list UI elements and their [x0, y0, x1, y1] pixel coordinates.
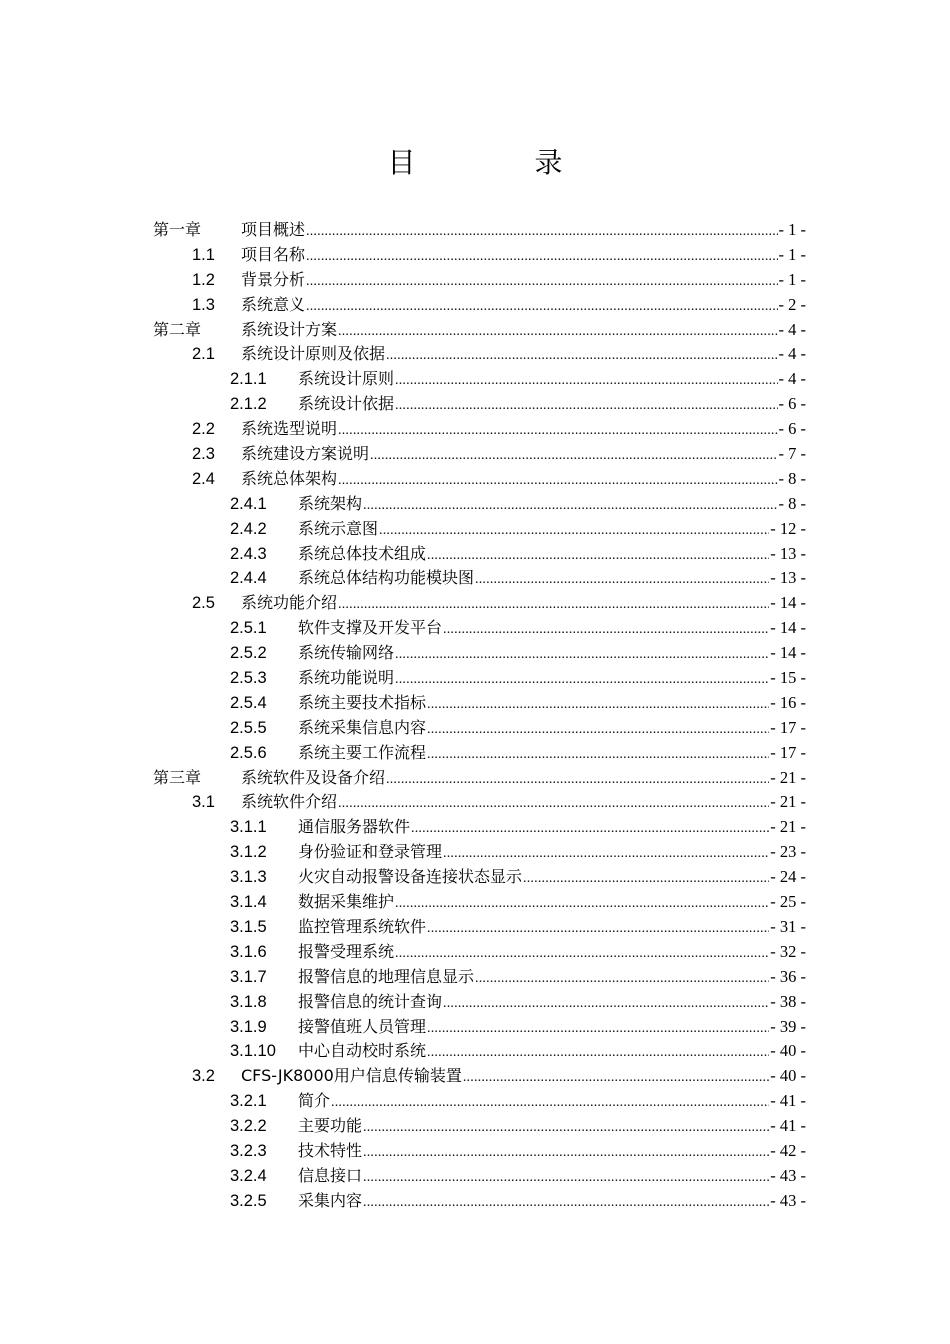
toc-entry-title: 技术特性: [298, 1140, 363, 1160]
toc-entry-page: - 14 -: [770, 618, 806, 638]
toc-entry-number: 2.4.3: [230, 544, 267, 563]
toc-entry-line: [241, 417, 806, 444]
toc-entry-line: [298, 865, 806, 892]
toc-entry-line: [241, 591, 806, 618]
toc-entry-number: 2.5.4: [230, 693, 267, 712]
toc-entry-page: - 1 -: [778, 269, 806, 289]
toc-entry-number: 3.1.1: [230, 818, 267, 837]
toc-entry-number: 2.2: [192, 420, 215, 439]
toc-entry[interactable]: [0, 492, 950, 517]
toc-entry-title: 系统总体技术组成: [298, 543, 427, 563]
toc-entry-title: 简介: [298, 1091, 331, 1111]
toc-entry-page: - 15 -: [770, 668, 806, 688]
toc-entry-title: 系统示意图: [298, 518, 379, 538]
dot-leader: [331, 1091, 769, 1116]
toc-entry-line: [241, 293, 806, 320]
toc-entry-page: - 39 -: [770, 1016, 806, 1036]
toc-entry[interactable]: [0, 367, 950, 392]
dot-leader: [427, 693, 769, 718]
toc-entry-title: 系统架构: [298, 493, 363, 513]
toc-entry-number: 3.2.2: [230, 1117, 267, 1136]
toc-entry[interactable]: [0, 766, 950, 791]
dot-leader: [475, 568, 769, 593]
toc-entry-line: [298, 1114, 806, 1141]
toc-entry-number: 3.1.3: [230, 868, 267, 887]
dot-leader: [395, 643, 769, 668]
toc-entry-page: - 36 -: [770, 966, 806, 986]
toc-entry-number: 3.1.9: [230, 1017, 267, 1036]
toc-entry-line: [298, 716, 806, 743]
toc-entry-title: 系统总体架构: [241, 468, 338, 488]
toc-entry-number: 3.1.10: [230, 1042, 276, 1061]
toc-entry-title: 接警值班人员管理: [298, 1016, 427, 1036]
toc-entry-line: [298, 990, 806, 1017]
toc-entry-line: [298, 542, 806, 569]
toc-entry-page: - 16 -: [770, 692, 806, 712]
toc-entry[interactable]: [0, 890, 950, 915]
toc-entry[interactable]: [0, 318, 950, 343]
toc-entry-page: - 24 -: [770, 867, 806, 887]
toc-entry[interactable]: [0, 641, 950, 666]
toc-entry-title: 系统传输网络: [298, 643, 395, 663]
toc-entry[interactable]: [0, 517, 950, 542]
toc-entry-number: 2.5.6: [230, 743, 267, 762]
toc-entry-number: 2.4: [192, 469, 215, 488]
toc-entry[interactable]: [0, 1139, 950, 1164]
toc-entry-page: - 21 -: [770, 767, 806, 787]
toc-entry-number: 2.5.2: [230, 644, 267, 663]
toc-entry-number: 3.1.4: [230, 893, 267, 912]
dot-leader: [427, 718, 769, 743]
toc-entry-number: 第一章: [153, 220, 202, 239]
toc-entry-title: 报警受理系统: [298, 941, 395, 961]
toc-entry[interactable]: [0, 716, 950, 741]
toc-entry-page: - 8 -: [778, 468, 806, 488]
toc-entry-line: [241, 342, 806, 369]
toc-entry-number: 3.1.7: [230, 967, 267, 986]
toc-entry-title: 背景分析: [241, 269, 306, 289]
toc-entry-page: - 43 -: [770, 1190, 806, 1210]
dot-leader: [306, 270, 777, 295]
toc-entry-line: [298, 566, 806, 593]
dot-leader: [395, 668, 769, 693]
toc-entry-line: [298, 1089, 806, 1116]
dot-leader: [443, 618, 769, 643]
dot-leader: [386, 344, 777, 369]
toc-entry-page: - 14 -: [770, 643, 806, 663]
toc-entry-line: [298, 517, 806, 544]
dot-leader: [363, 494, 777, 519]
toc-entry-title: 主要功能: [298, 1116, 363, 1136]
toc-entry[interactable]: [0, 1089, 950, 1114]
toc-entry-number: 2.5: [192, 594, 215, 613]
toc-entry-line: [241, 268, 806, 295]
toc-entry-number: 1.1: [192, 245, 215, 264]
toc-entry-number: 3.2.3: [230, 1141, 267, 1160]
toc-entry-line: [241, 318, 806, 345]
dot-leader: [379, 519, 769, 544]
toc-entry[interactable]: [0, 915, 950, 940]
toc-entry-page: - 31 -: [770, 916, 806, 936]
toc-entry[interactable]: [0, 467, 950, 492]
toc-entry[interactable]: [0, 940, 950, 965]
toc-entry-number: 2.1.1: [230, 370, 267, 389]
toc-entry[interactable]: [0, 790, 950, 815]
toc-entry[interactable]: [0, 293, 950, 318]
toc-entry-number: 3.1: [192, 793, 215, 812]
toc-entry-line: [298, 1164, 806, 1191]
toc-entry-number: 3.2.4: [230, 1166, 267, 1185]
toc-entry-page: - 41 -: [770, 1116, 806, 1136]
toc-entry-title: 报警信息的地理信息显示: [298, 966, 475, 986]
dot-leader: [338, 792, 769, 817]
toc-entry-title: 身份验证和登录管理: [298, 842, 443, 862]
toc-entry-number: 2.5.1: [230, 619, 267, 638]
toc-entry-page: - 4 -: [778, 319, 806, 339]
dot-leader: [427, 1017, 769, 1042]
toc-entry-page: - 8 -: [778, 493, 806, 513]
toc-entry-title: 系统设计原则: [298, 369, 395, 389]
toc-entry[interactable]: [0, 591, 950, 616]
toc-entry[interactable]: [0, 243, 950, 268]
dot-leader: [427, 917, 769, 942]
toc-entry-number: 3.1.5: [230, 917, 267, 936]
toc-entry-title: 系统建设方案说明: [241, 444, 370, 464]
toc-entry-line: [298, 1015, 806, 1042]
toc-entry[interactable]: [0, 840, 950, 865]
toc-entry-page: - 21 -: [770, 817, 806, 837]
toc-entry-page: - 21 -: [770, 792, 806, 812]
toc-entry-page: - 14 -: [770, 593, 806, 613]
toc-entry[interactable]: [0, 865, 950, 890]
toc-entry-number: 第二章: [153, 319, 202, 339]
toc-entry[interactable]: [0, 342, 950, 367]
toc-entry-page: - 41 -: [770, 1091, 806, 1111]
toc-entry[interactable]: [0, 268, 950, 293]
dot-leader: [370, 444, 777, 469]
toc-entry-page: - 17 -: [770, 717, 806, 737]
toc-entry-line: [241, 442, 806, 469]
toc-entry-title: 系统软件及设备介绍: [241, 767, 386, 787]
toc-entry-title: 系统主要技术指标: [298, 692, 427, 712]
toc-entry[interactable]: [0, 442, 950, 467]
toc-entry[interactable]: [0, 566, 950, 591]
toc-entry[interactable]: [0, 417, 950, 442]
toc-entry-page: - 2 -: [778, 294, 806, 314]
toc-entry-page: - 40 -: [770, 1066, 806, 1086]
toc-entry-title: 系统意义: [241, 294, 306, 314]
toc-entry-line: [298, 666, 806, 693]
dot-leader: [475, 967, 769, 992]
dot-leader: [427, 743, 769, 768]
dot-leader: [463, 1066, 769, 1091]
toc-entry[interactable]: [0, 741, 950, 766]
toc-entry-number: 2.5.5: [230, 718, 267, 737]
toc-entry-title: 系统总体结构功能模块图: [298, 568, 475, 588]
toc-entry-page: - 42 -: [770, 1140, 806, 1160]
toc-entry-page: - 1 -: [778, 244, 806, 264]
dot-leader: [386, 768, 769, 793]
toc-entry-number: 2.4.2: [230, 519, 267, 538]
toc-entry-title: 系统采集信息内容: [298, 717, 427, 737]
toc-entry-number: 3.2: [192, 1067, 215, 1086]
toc-entry-title: 中心自动校时系统: [298, 1041, 427, 1061]
dot-leader: [338, 593, 769, 618]
toc-entry[interactable]: [0, 542, 950, 567]
toc-entry-page: - 23 -: [770, 842, 806, 862]
toc-entry[interactable]: [0, 691, 950, 716]
toc-entry-number: 2.1.2: [230, 395, 267, 414]
toc-entry-page: - 4 -: [778, 344, 806, 364]
toc-entry-number: 2.4.1: [230, 494, 267, 513]
dot-leader: [411, 817, 769, 842]
toc-entry-line: [298, 915, 806, 942]
toc-entry-page: - 6 -: [778, 394, 806, 414]
toc-entry-page: - 6 -: [778, 419, 806, 439]
toc-entry-number: 2.5.3: [230, 669, 267, 688]
toc-entry-page: - 38 -: [770, 991, 806, 1011]
toc-entry-number: 2.4.4: [230, 569, 267, 588]
toc-entry-page: - 4 -: [778, 369, 806, 389]
toc-entry-title: 报警信息的统计查询: [298, 991, 443, 1011]
toc-entry-line: [241, 218, 806, 245]
dot-leader: [427, 1041, 769, 1066]
toc-entry-title: 系统设计原则及依据: [241, 344, 386, 364]
toc-entry-line: [241, 766, 806, 793]
toc-entry-number: 3.1.2: [230, 843, 267, 862]
toc-entry-page: - 13 -: [770, 568, 806, 588]
dot-leader: [395, 942, 769, 967]
toc-entry-title: 项目名称: [241, 244, 306, 264]
toc-entry-title: 系统主要工作流程: [298, 742, 427, 762]
toc-entry[interactable]: [0, 1015, 950, 1040]
dot-leader: [306, 245, 777, 270]
toc-entry-number: 1.3: [192, 295, 215, 314]
toc-entry-title: 系统功能介绍: [241, 593, 338, 613]
dot-leader: [338, 419, 777, 444]
toc-entry-title: 系统软件介绍: [241, 792, 338, 812]
toc-entry-number: 3.1.8: [230, 992, 267, 1011]
toc-entry-line: [298, 815, 806, 842]
toc-entry-line: [241, 790, 806, 817]
toc-entry-title: 系统选型说明: [241, 419, 338, 439]
toc-entry-title: 火灾自动报警设备连接状态显示: [298, 867, 523, 887]
toc-entry-number: 第三章: [153, 767, 202, 787]
page-title: 目 录: [387, 146, 618, 179]
dot-leader: [395, 892, 769, 917]
toc-entry-title: CFS-JK8000用户信息传输装置: [241, 1066, 462, 1086]
toc-entry[interactable]: [0, 1064, 950, 1089]
toc-entry-title: 系统功能说明: [298, 668, 395, 688]
toc-entry-line: [298, 691, 806, 718]
toc-entry-number: 3.2.5: [230, 1191, 267, 1210]
toc-entry-line: [298, 392, 806, 419]
toc-entry[interactable]: [0, 666, 950, 691]
toc-entry-title: 监控管理系统软件: [298, 916, 427, 936]
toc-entry-line: [298, 741, 806, 768]
toc-entry[interactable]: [0, 1039, 950, 1064]
toc-entry-line: [298, 1039, 806, 1066]
dot-leader: [363, 1141, 769, 1166]
toc-entry-title: 采集内容: [298, 1190, 363, 1210]
dot-leader: [306, 295, 777, 320]
toc-entry-number: 1.2: [192, 270, 215, 289]
toc-entry-title: 信息接口: [298, 1165, 363, 1185]
toc-entry-line: [241, 243, 806, 270]
toc-entry-page: - 43 -: [770, 1165, 806, 1185]
dot-leader: [523, 867, 769, 892]
toc-entry-line: [241, 467, 806, 494]
toc-entry-page: - 1 -: [778, 220, 806, 239]
toc-entry-line: [298, 965, 806, 992]
dot-leader: [338, 469, 777, 494]
dot-leader: [427, 544, 769, 569]
dot-leader: [395, 394, 777, 419]
toc-entry-page: - 32 -: [770, 941, 806, 961]
toc-entry-page: - 7 -: [778, 444, 806, 464]
toc-entry-title: 软件支撑及开发平台: [298, 618, 443, 638]
toc-entry[interactable]: [0, 1164, 950, 1189]
toc-entry[interactable]: [0, 1189, 950, 1214]
toc-entry-title: 系统设计方案: [241, 319, 338, 339]
dot-leader: [443, 842, 769, 867]
dot-leader: [363, 1116, 769, 1141]
toc-entry-line: [298, 1139, 806, 1166]
toc-entry-number: 2.3: [192, 445, 215, 464]
toc-entry[interactable]: [0, 1114, 950, 1139]
toc-entry[interactable]: [0, 218, 950, 243]
toc-entry[interactable]: [0, 815, 950, 840]
toc-entry-title: 项目概述: [241, 220, 306, 239]
table-of-contents: [0, 218, 950, 1214]
dot-leader: [363, 1191, 769, 1216]
toc-entry[interactable]: [0, 965, 950, 990]
toc-entry-page: - 17 -: [770, 742, 806, 762]
toc-entry-line: [298, 616, 806, 643]
toc-entry-number: 3.2.1: [230, 1092, 267, 1111]
dot-leader: [338, 320, 777, 345]
toc-entry-page: - 12 -: [770, 518, 806, 538]
toc-entry[interactable]: [0, 990, 950, 1015]
toc-entry-page: - 40 -: [770, 1041, 806, 1061]
toc-entry-line: [298, 840, 806, 867]
toc-entry[interactable]: [0, 616, 950, 641]
toc-entry-line: [298, 492, 806, 519]
toc-entry[interactable]: [0, 392, 950, 417]
toc-entry-line: [241, 1064, 806, 1091]
toc-entry-number: 2.1: [192, 345, 215, 364]
toc-entry-line: [298, 940, 806, 967]
toc-entry-line: [298, 890, 806, 917]
dot-leader: [395, 369, 777, 394]
toc-entry-line: [298, 641, 806, 668]
toc-entry-title: 通信服务器软件: [298, 817, 411, 837]
toc-entry-line: [298, 367, 806, 394]
dot-leader: [363, 1166, 769, 1191]
dot-leader: [443, 992, 769, 1017]
toc-entry-page: - 13 -: [770, 543, 806, 563]
toc-entry-title: 系统设计依据: [298, 394, 395, 414]
toc-entry-page: - 25 -: [770, 892, 806, 912]
dot-leader: [306, 220, 777, 245]
toc-entry-line: [298, 1189, 806, 1216]
toc-entry-title: 数据采集维护: [298, 892, 395, 912]
toc-entry-number: 3.1.6: [230, 942, 267, 961]
